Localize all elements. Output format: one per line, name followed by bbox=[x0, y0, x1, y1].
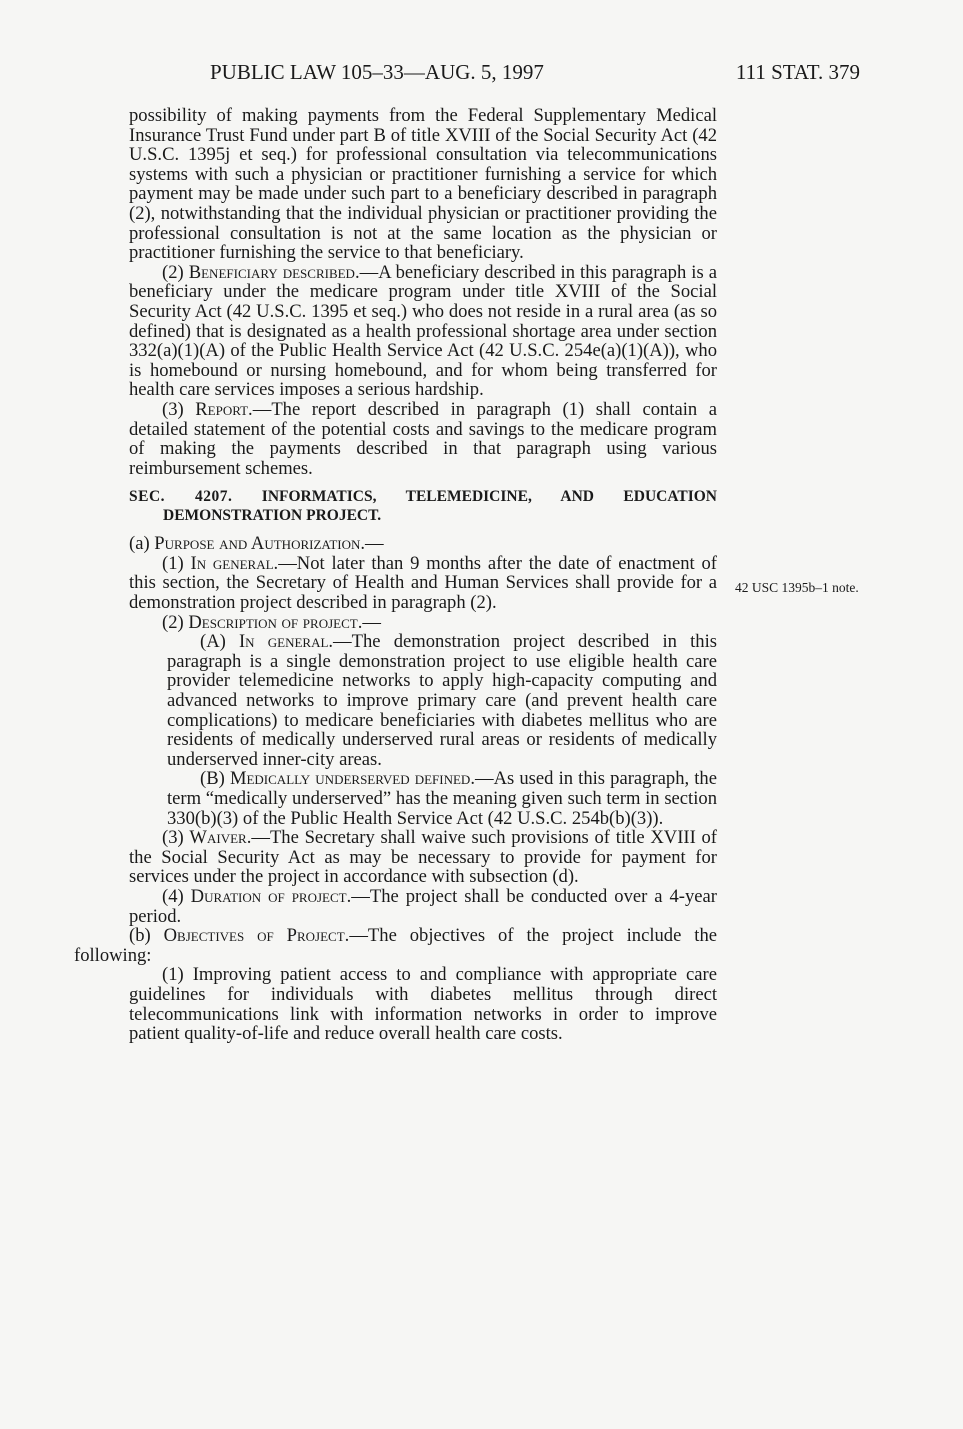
para-num: (2) bbox=[162, 261, 184, 283]
section-label: SEC. 4207. bbox=[129, 488, 233, 506]
para-num: (3) bbox=[162, 827, 184, 849]
para-text: —The objectives of the project include the following: bbox=[74, 925, 717, 966]
para-num: (2) bbox=[162, 611, 184, 633]
para-text: —Not later than 9 months after the date of enactment of this section, the Secretary of Health and Human Services shall provide for a demonstration project described in paragraph (2). bbox=[129, 552, 717, 614]
para-text: —The demonstration project described in this paragraph is a single demonstration project to use eligible health care provider telemedicine networks to apply high-capacity computing and advanced networks to improve primary care (and prevent health care complications) to medicare beneficiaries with diabetes mellitus who are residents of medically underserved rural areas or residents of medically underserved inner-city areas. bbox=[167, 631, 717, 770]
paragraph-a2B bbox=[167, 769, 717, 828]
para-num: (B) bbox=[200, 768, 225, 790]
margin-note: 42 USC 1395b–1 note. bbox=[735, 580, 859, 595]
para-heading: Duration of project. bbox=[190, 885, 352, 907]
para-heading: Waiver. bbox=[189, 827, 252, 849]
paragraph-2-beneficiary bbox=[129, 263, 717, 400]
subsection-a bbox=[129, 534, 717, 554]
para-heading: Medically underserved defined. bbox=[229, 768, 475, 790]
para-heading: Objectives of Project. bbox=[163, 925, 350, 947]
continued-paragraph: possibility of making payments from the Federal Supplementary Medical Insurance Trust Fund under part B of title XVIII of the Social Security Act (42 U.S.C. 1395j et seq.) for professional consultation via telecommunications systems with such a physician or practitioner furnishing a service for which payment may be made under such part to a beneficiary described in paragraph (2), notwithstanding that the individual physician or practitioner providing the professional consultation is not at the same location as the physician or practitioner furnishing the service to that beneficiary. bbox=[129, 105, 717, 264]
para-text: Improving patient access to and compliance with appropriate care guidelines for individuals with diabetes mellitus through direct telecommunications link with information networks in order to improve patient quality-of-life and reduce overall health care costs. bbox=[129, 964, 717, 1045]
para-text: —The project shall be conducted over a 4-year period. bbox=[129, 885, 717, 927]
para-text: —A beneficiary described in this paragraph is a beneficiary under the medicare program under title XVIII of the Social Security Act (42 U.S.C. 1395 et seq.) who does not reside in a rural area (as so defined) that is designated as a health professional shortage area under section 332(a)(1)(A) of the Public Health Service Act (42 U.S.C. 254e(a)(1)(A)), who is homebound or nursing homebound, and for whom being transferred for health care services imposes a serious hardship. bbox=[129, 261, 717, 401]
paragraph-a2A bbox=[167, 632, 717, 769]
main-text-column bbox=[74, 105, 718, 1045]
para-heading: In general. bbox=[238, 631, 334, 653]
para-heading: Beneficiary described. bbox=[188, 261, 360, 283]
paragraph-a4 bbox=[129, 887, 717, 926]
para-text: —As used in this paragraph, the term “medically underserved” has the meaning given such term in section 330(b)(3) of the Public Health Service Act (42 U.S.C. 254b(b)(3)). bbox=[167, 768, 717, 829]
para-num: (3) bbox=[162, 398, 184, 420]
para-dash: — bbox=[365, 533, 384, 555]
para-num: (4) bbox=[162, 885, 184, 907]
para-heading: Purpose and Authorization. bbox=[154, 533, 366, 555]
para-heading: Report. bbox=[195, 398, 253, 420]
paragraph-3-report bbox=[129, 400, 717, 478]
header-stat: 111 STAT. 379 bbox=[735, 60, 860, 84]
paragraph-a2 bbox=[129, 613, 717, 633]
paragraph-a1 bbox=[129, 554, 717, 613]
para-num: (1) bbox=[162, 552, 184, 574]
para-text: —The report described in paragraph (1) shall contain a detailed statement of the potential costs and savings to the medicare program of making the payments described in that paragraph using various reimbursement schemes. bbox=[129, 398, 717, 479]
page-header bbox=[210, 60, 860, 90]
para-heading: Description of project. bbox=[188, 611, 363, 633]
section-heading bbox=[129, 487, 717, 525]
para-num: (a) bbox=[129, 533, 150, 555]
para-text: —The Secretary shall waive such provisions of title XVIII of the Social Security Act as may be necessary to provide for payment for services under the project in accordance with subsection (d). bbox=[129, 827, 717, 888]
paragraph-b1 bbox=[129, 965, 717, 1043]
para-dash: — bbox=[362, 611, 381, 633]
para-num: (b) bbox=[129, 925, 151, 947]
header-title: PUBLIC LAW 105–33—AUG. 5, 1997 bbox=[210, 60, 544, 84]
subsection-b bbox=[74, 926, 717, 965]
para-num: (A) bbox=[200, 631, 226, 653]
para-heading: In general. bbox=[190, 552, 279, 574]
section-title: INFORMATICS, TELEMEDICINE, AND EDUCATION DEMONSTRATION PROJECT. bbox=[163, 488, 718, 525]
paragraph-a3 bbox=[129, 828, 717, 887]
para-num: (1) bbox=[162, 964, 184, 986]
